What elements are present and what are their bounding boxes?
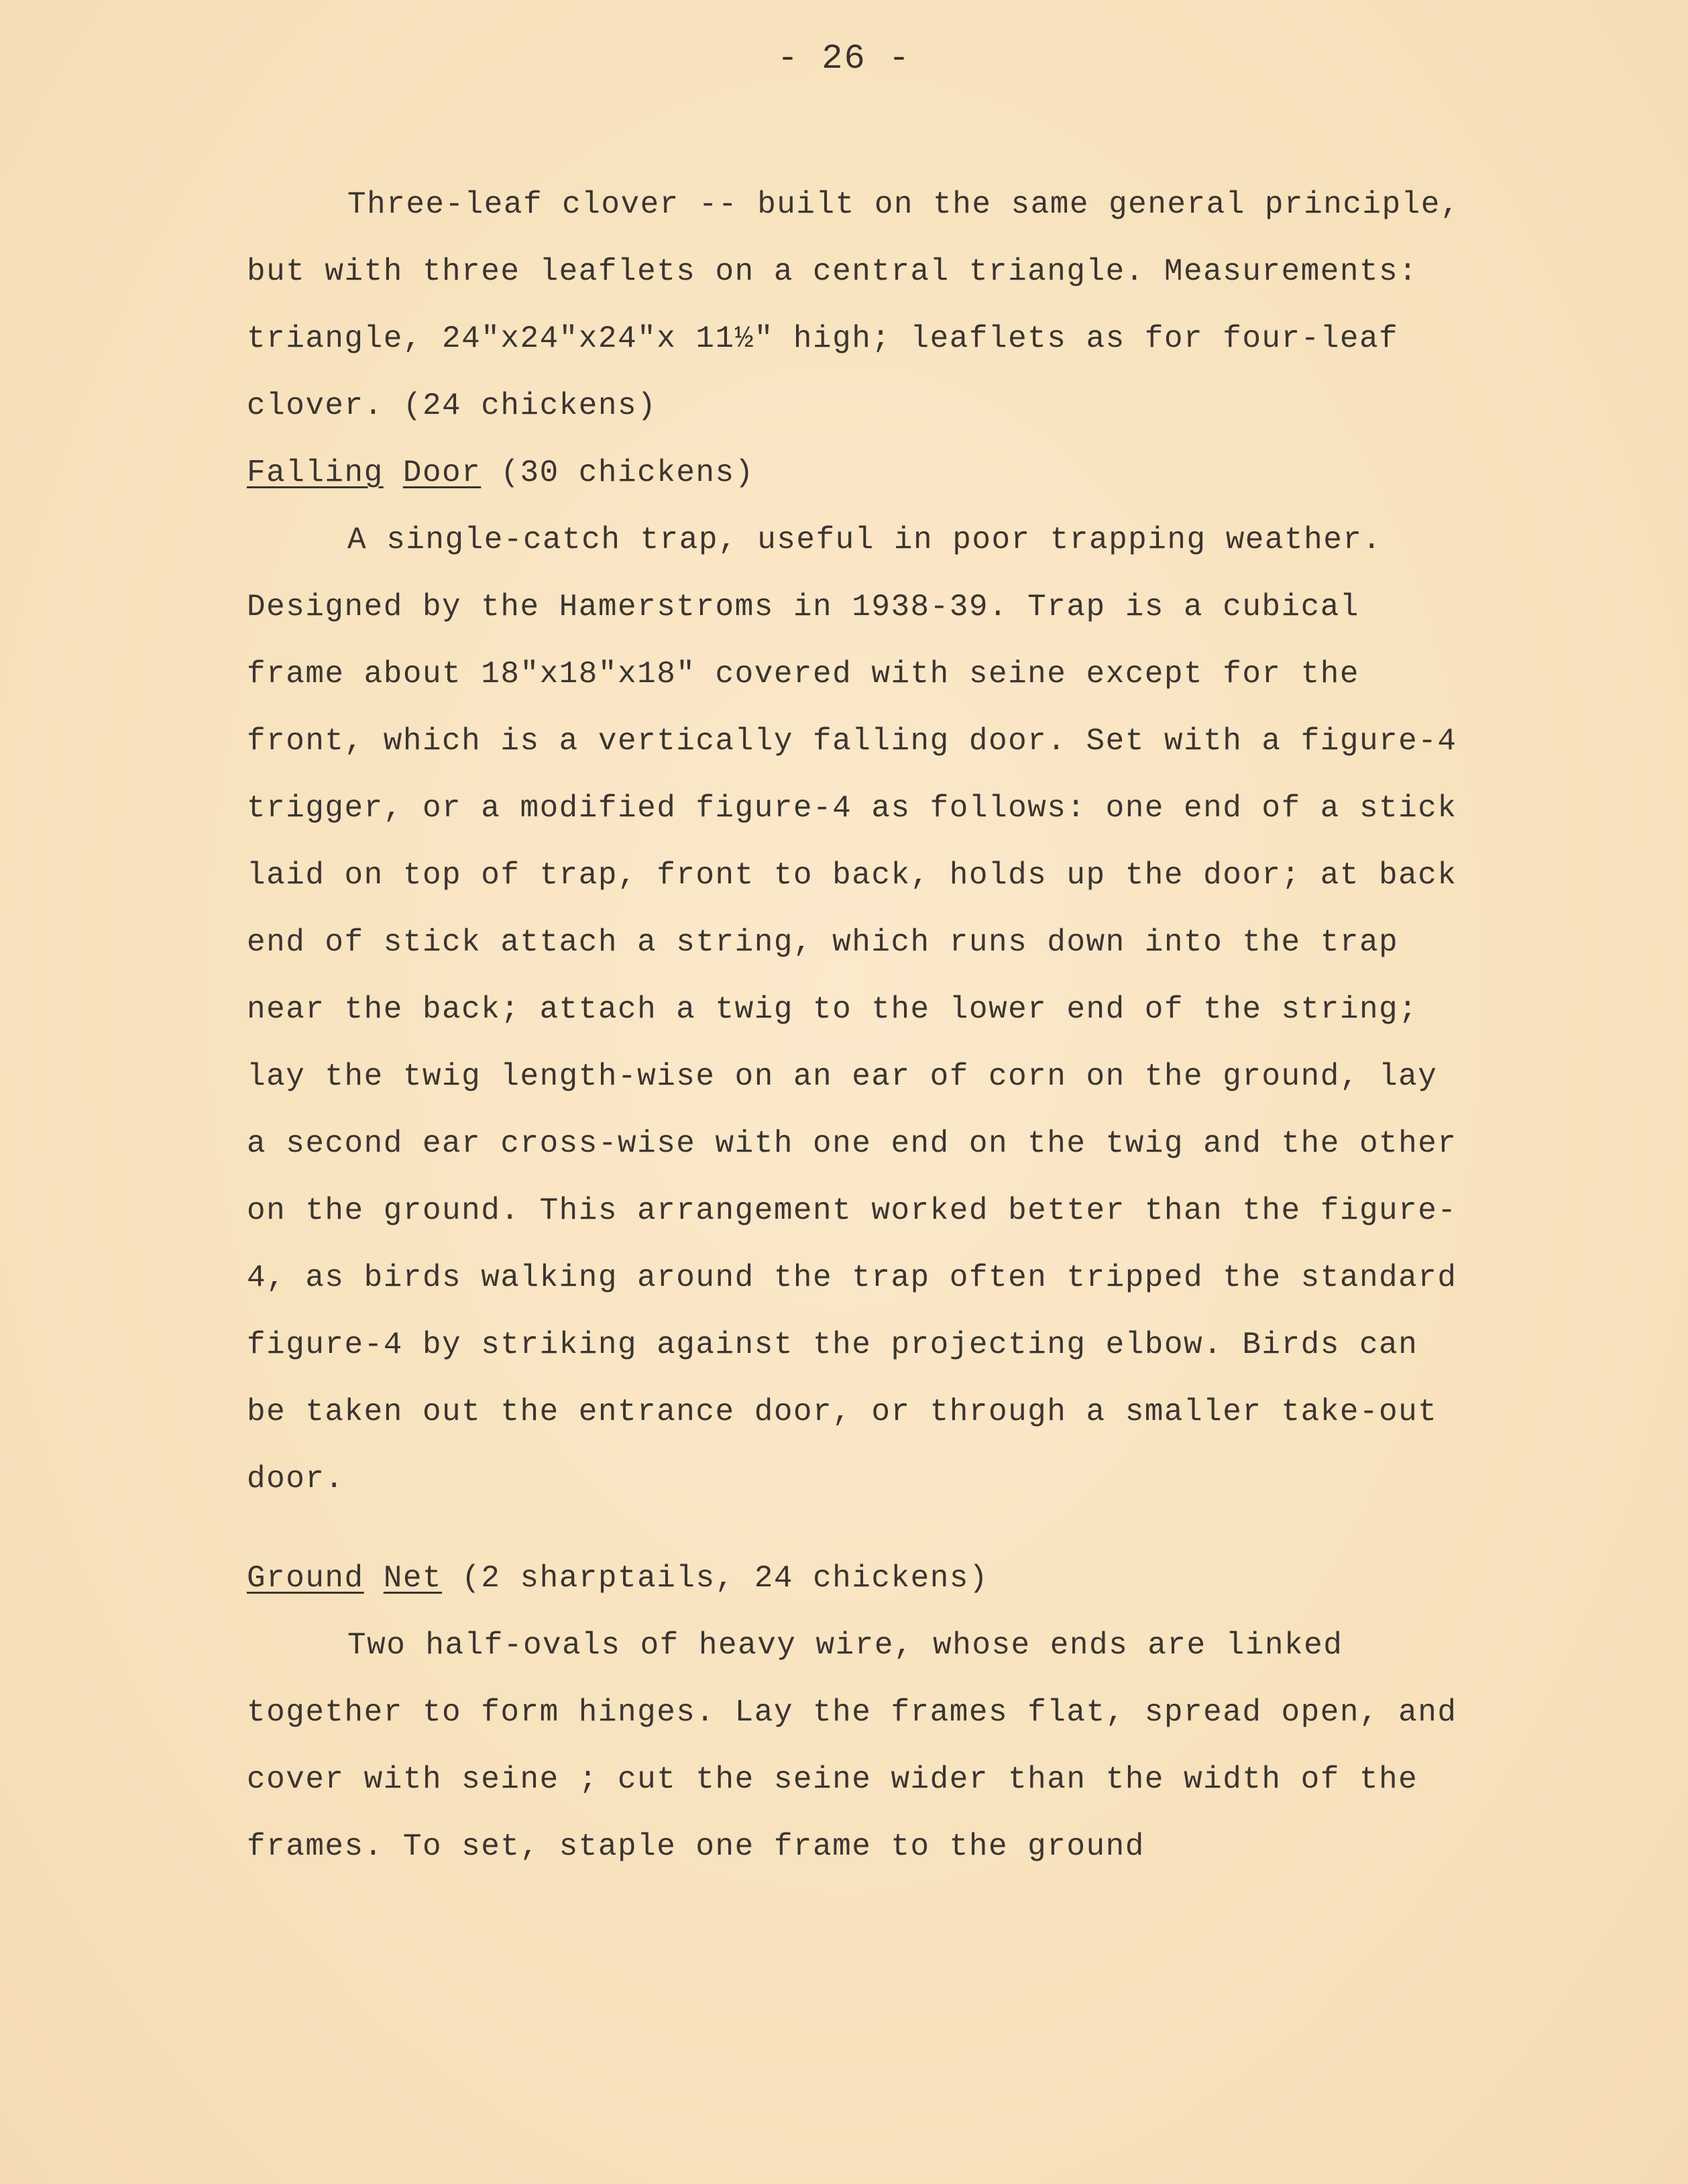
- heading-falling-door-word2: Door: [402, 455, 482, 490]
- paragraph-falling-door: A single-catch trap, useful in poor trapping weather. Designed by the Hamerstroms in 1938-39. Trap is a cubical frame about 18"x18"x18" covered with seine except for the front, which is a vertically falling door. Set with a figure-4 trigger, or a modified figure-4 as follows: one end of a stick laid on top of trap, front to back, holds up the door; at back end of stick attach a string, which runs down into the trap near the back; attach a twig to the lower end of the string; lay the twig length-wise on an ear of corn on the ground, lay a second ear cross-wise with one end on the twig and the other on the ground. This arrangement worked better than the figure-4, as birds walking around the trap often tripped the standard figure-4 by striking against the projecting elbow. Birds can be taken out the entrance door, or through a smaller take-out door.: [247, 523, 1457, 1496]
- paragraph-ground-net: Two half-ovals of heavy wire, whose ends are linked together to form hinges. Lay the frames flat, spread open, and cover with seine ; cut the seine wider than the width of the frames. To set, staple one frame to the ground: [247, 1628, 1457, 1864]
- heading-falling-door: [247, 439, 1467, 506]
- heading-ground-net: [247, 1545, 1467, 1612]
- typed-text-body: [247, 171, 1467, 1880]
- paragraph-three-leaf-clover: Three-leaf clover -- built on the same general principle, but with three leaflets on a central triangle. Measurements: triangle, 24"x24"x24"x 11½" high; leaflets as for four-leaf clover. (24 chickens): [247, 187, 1460, 423]
- heading-falling-door-word1: Falling: [247, 455, 384, 490]
- heading-ground-net-word1: Ground: [247, 1561, 364, 1596]
- heading-falling-door-count: (30 chickens): [500, 455, 754, 490]
- section-gap: [247, 1513, 1467, 1545]
- heading-ground-net-word2: Net: [383, 1561, 443, 1596]
- heading-ground-net-count: (2 sharptails, 24 chickens): [461, 1561, 989, 1596]
- page-number: - 26 -: [777, 39, 911, 78]
